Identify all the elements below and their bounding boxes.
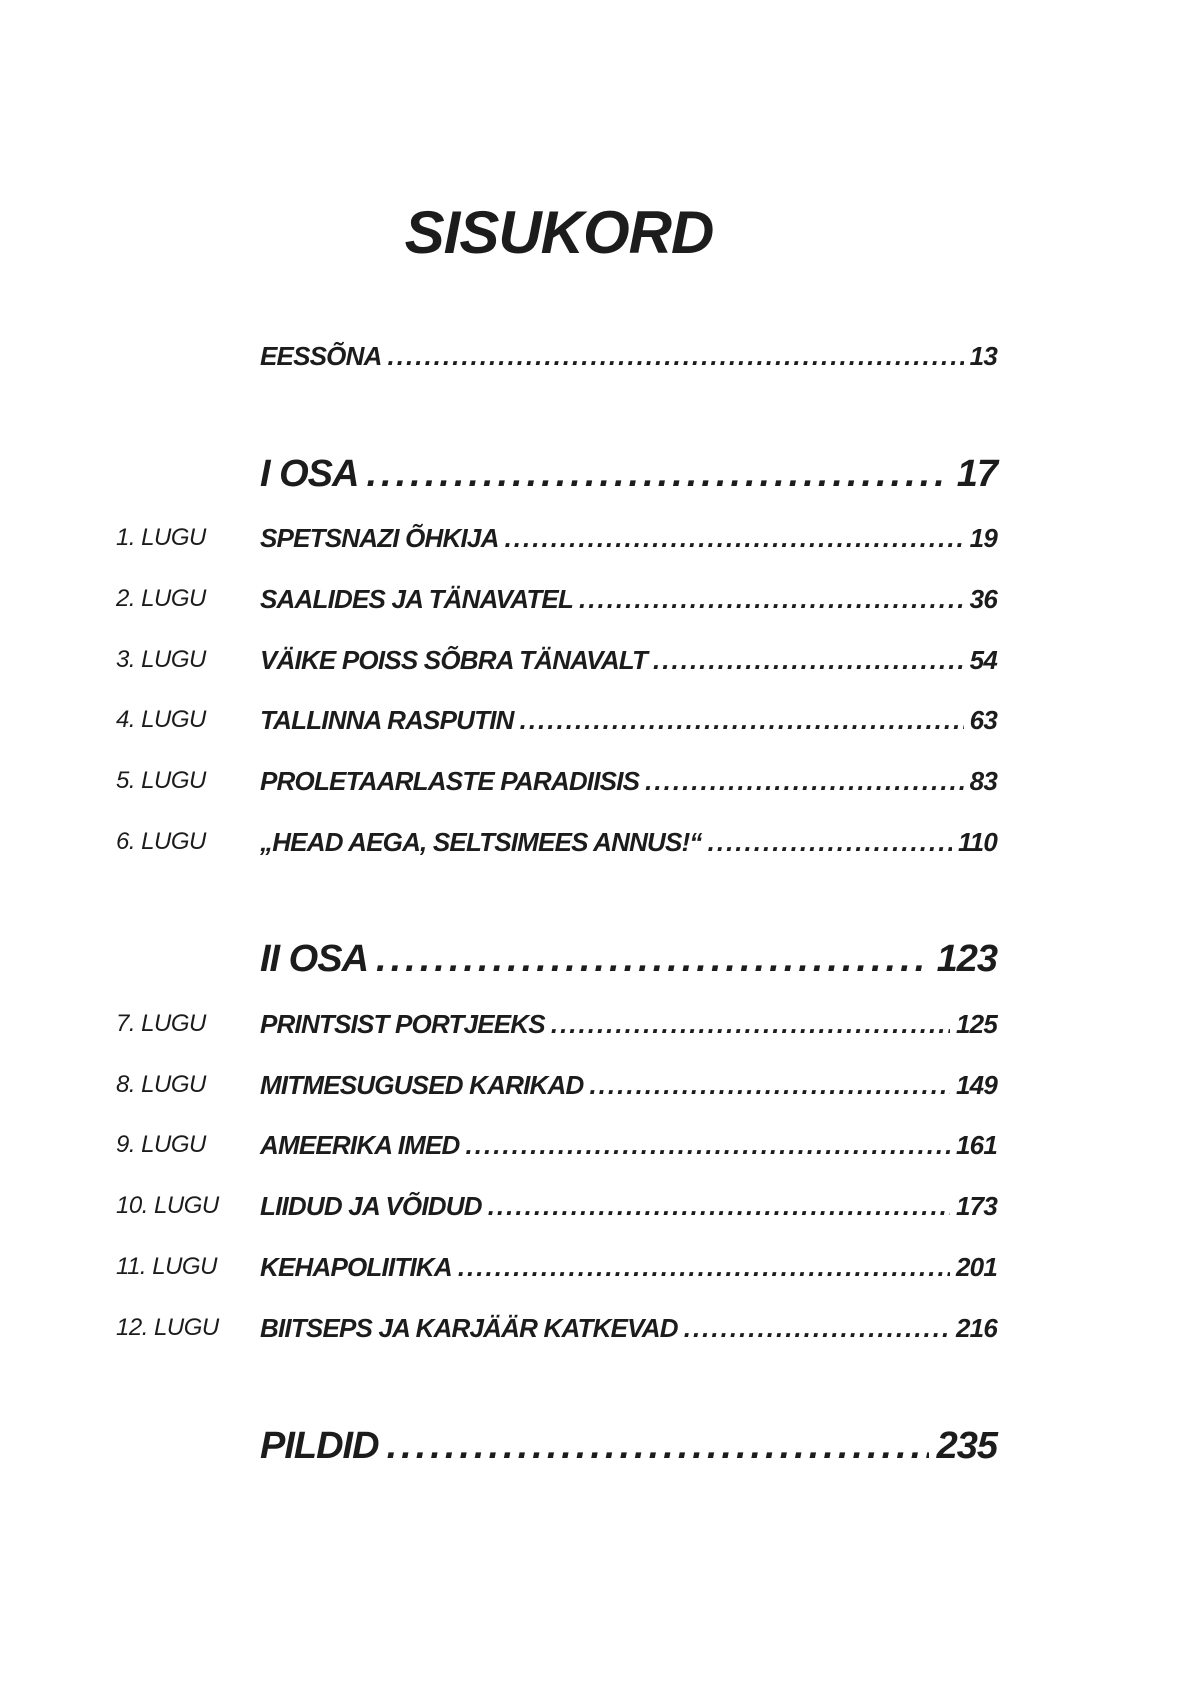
toc-chapter-row[interactable] [0, 1065, 1188, 1105]
toc-page-number: 201 [956, 1252, 997, 1282]
toc-chapter-row[interactable] [0, 518, 1188, 558]
toc-chapter-row[interactable] [0, 1125, 1188, 1165]
chapter-number: 9. LUGU [116, 1131, 206, 1158]
dot-leader [589, 1065, 950, 1105]
chapter-number: 8. LUGU [116, 1071, 206, 1098]
chapter-number: 4. LUGU [116, 706, 206, 733]
toc-entry-label: TALLINNA RASPUTIN [260, 705, 514, 735]
toc-page-number: 36 [969, 584, 997, 614]
toc-entry-label: AMEERIKA IMED [260, 1130, 460, 1160]
toc-entry-label: MITMESUGUSED KARIKAD [260, 1070, 584, 1100]
dot-leader [645, 761, 964, 801]
chapter-number: 5. LUGU [116, 767, 206, 794]
dot-leader [387, 1418, 929, 1474]
toc-page-number: 149 [956, 1070, 997, 1100]
toc-entry-label: PRINTSIST PORTJEEKS [260, 1009, 545, 1039]
toc-pictures-heading[interactable] [0, 1418, 1188, 1474]
toc-page-number: 125 [956, 1009, 997, 1039]
dot-leader [520, 700, 964, 740]
dot-leader [551, 1004, 950, 1044]
toc-page-number: 123 [936, 938, 997, 980]
toc-chapter-row[interactable] [0, 579, 1188, 619]
toc-page-number: 83 [969, 766, 997, 796]
dot-leader [388, 336, 964, 376]
toc-chapter-row[interactable] [0, 640, 1188, 680]
dot-leader [488, 1186, 950, 1226]
chapter-number: 1. LUGU [116, 524, 206, 551]
toc-entry-label: KEHAPOLIITIKA [260, 1252, 452, 1282]
toc-entry-label: BIITSEPS JA KARJÄÄR KATKEVAD [260, 1313, 678, 1343]
toc-chapter-row[interactable] [0, 1186, 1188, 1226]
toc-part-label: PILDID [260, 1425, 379, 1467]
chapter-number: 11. LUGU [116, 1253, 217, 1280]
toc-page-number: 13 [969, 341, 997, 371]
toc-chapter-row[interactable] [0, 1247, 1188, 1287]
chapter-number: 10. LUGU [116, 1192, 219, 1219]
dot-leader [684, 1308, 950, 1348]
toc-entry-label: LIIDUD JA VÕIDUD [260, 1191, 482, 1221]
toc-chapter-row[interactable] [0, 1004, 1188, 1044]
toc-chapter-row[interactable] [0, 1308, 1188, 1348]
toc-entry-label: SPETSNAZI ÕHKIJA [260, 523, 499, 553]
chapter-number: 6. LUGU [116, 828, 206, 855]
toc-page-number: 63 [969, 705, 997, 735]
dot-leader [366, 446, 948, 502]
dot-leader [458, 1247, 950, 1287]
toc-page-number: 173 [956, 1191, 997, 1221]
toc-chapter-row[interactable] [0, 822, 1188, 862]
toc-page-number: 235 [936, 1425, 997, 1467]
toc-entry-label: „HEAD AEGA, SELTSIMEES ANNUS!“ [260, 827, 702, 857]
toc-entry-preface[interactable] [0, 336, 1188, 376]
toc-page-number: 54 [969, 645, 997, 675]
dot-leader [376, 931, 929, 987]
toc-page-number: 19 [969, 523, 997, 553]
dot-leader [579, 579, 964, 619]
toc-chapter-row[interactable] [0, 700, 1188, 740]
chapter-number: 7. LUGU [116, 1010, 206, 1037]
toc-entry-label: VÄIKE POISS SÕBRA TÄNAVALT [260, 645, 648, 675]
toc-page-number: 216 [956, 1313, 997, 1343]
chapter-number: 3. LUGU [116, 646, 206, 673]
toc-part-label: II OSA [260, 938, 369, 980]
toc-page-number: 110 [957, 827, 997, 857]
toc-part-heading[interactable] [0, 446, 1188, 502]
toc-part-label: I OSA [260, 453, 359, 495]
toc-part-heading[interactable] [0, 931, 1188, 987]
chapter-number: 2. LUGU [116, 585, 206, 612]
toc-page-number: 161 [956, 1130, 997, 1160]
dot-leader [653, 640, 964, 680]
toc-entry-label: EESSÕNA [260, 341, 382, 371]
dot-leader [708, 822, 952, 862]
dot-leader [505, 518, 964, 558]
toc-chapter-row[interactable] [0, 761, 1188, 801]
toc-page-number: 17 [956, 453, 997, 495]
dot-leader [466, 1125, 950, 1165]
chapter-number: 12. LUGU [116, 1314, 219, 1341]
toc-entry-label: SAALIDES JA TÄNAVATEL [260, 584, 574, 614]
toc-entry-label: PROLETAARLASTE PARADIISIS [260, 766, 640, 796]
page-title: SISUKORD [404, 199, 714, 266]
